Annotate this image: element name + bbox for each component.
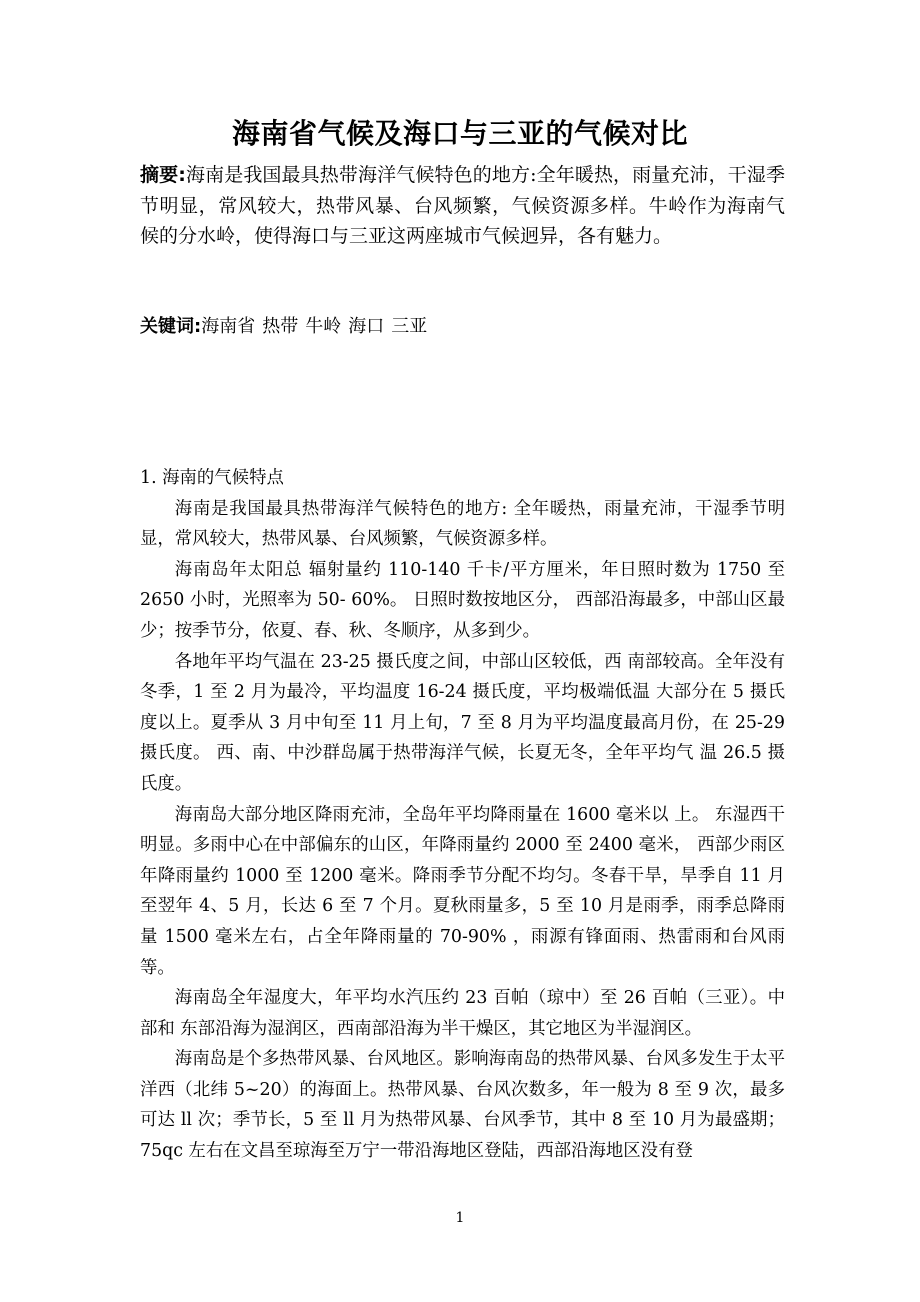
paragraph: 海南是我国最具热带海洋气候特色的地方: 全年暖热，雨量充沛，干湿季节明显，常风较大，热带风暴、台风频繁，气候资源多样。 (140, 498, 785, 550)
paragraph: 海南岛全年湿度大，年平均水汽压约 23 百帕（琼中）至 26 百帕（三亚）。中部和 东部沿海为湿润区，西南部沿海为半干燥区，其它地区为半湿润区。 (140, 988, 785, 1039)
keywords-label: 关键词: (140, 316, 202, 337)
keyword: 海南省 (201, 316, 256, 337)
document-title: 海南省气候及海口与三亚的气候对比 (231, 117, 688, 150)
paragraph: 海南岛年太阳总 辐射量约 110-140 千卡/平方厘米，年日照时数为 1750 至 2650 小时，光照率为 50- 60%。 日照时数按地区分， 西部沿海最多，中部山区最少；按季节分，依夏、春、秋、冬顺序，从多到少。 (140, 559, 785, 641)
paragraph: 各地年平均气温在 23-25 摄氏度之间，中部山区较低，西 南部较高。全年没有冬季，1 至 2 月为最冷，平均温度 16-24 摄氏度，平均极端低温 大部分在 5 摄氏度以上。夏季从 3 月中旬至 11 月上旬，7 至 8 月为平均温度最高月份，在 25-29 摄氏度。 西、南、中沙群岛属于热带海洋气候，长夏无冬，全年平均气 温 26.5 摄氏度。 (140, 651, 785, 794)
keyword: 热带 (262, 316, 299, 337)
paragraph: 海南岛大部分地区降雨充沛，全岛年平均降雨量在 1600 毫米以 上。 东湿西干明显。多雨中心在中部偏东的山区，年降雨量约 2000 至 2400 毫米， 西部少雨区年降雨量约 1000 至 1200 毫米。降雨季节分配不均匀。冬春干旱，旱季自 11 月至翌年 4、5 月，长达 6 至 7 个月。夏秋雨量多，5 至 10 月是雨季，雨季总降雨 量 1500 毫米左右，占全年降雨量的 70-90% ，雨源有锋面雨、热雷雨和台风雨等。 (140, 804, 785, 978)
keyword: 海口 (348, 316, 385, 337)
keyword: 三亚 (391, 316, 428, 337)
abstract (140, 160, 785, 252)
abstract-text: 海南是我国最具热带海洋气候特色的地方:全年暖热，雨量充沛，干湿季节明显，常风较大，热带风暴、台风频繁，气候资源多样。牛岭作为海南气候的分水岭，使得海口与三亚这两座城市气候迥异，各有魅力。 (140, 164, 785, 247)
page-number: 1 (455, 1210, 465, 1226)
abstract-label: 摘要: (140, 164, 186, 186)
keywords (140, 312, 785, 342)
keyword: 牛岭 (305, 316, 342, 337)
section-1 (140, 463, 785, 1167)
paragraph: 海南岛是个多热带风暴、台风地区。影响海南岛的热带风暴、台风多发生于太平洋西（北纬 5~20）的海面上。热带风暴、台风次数多，年一般为 8 至 9 次，最多可达 ll 次；季节长，5 至 ll 月为热带风暴、台风季节，其中 8 至 10 月为最盛期；75qc 左右在文昌至琼海至万宁一带沿海地区登陆，西部沿海地区没有登 (140, 1049, 785, 1162)
section-heading: 1. 海南的气候特点 (140, 468, 284, 488)
